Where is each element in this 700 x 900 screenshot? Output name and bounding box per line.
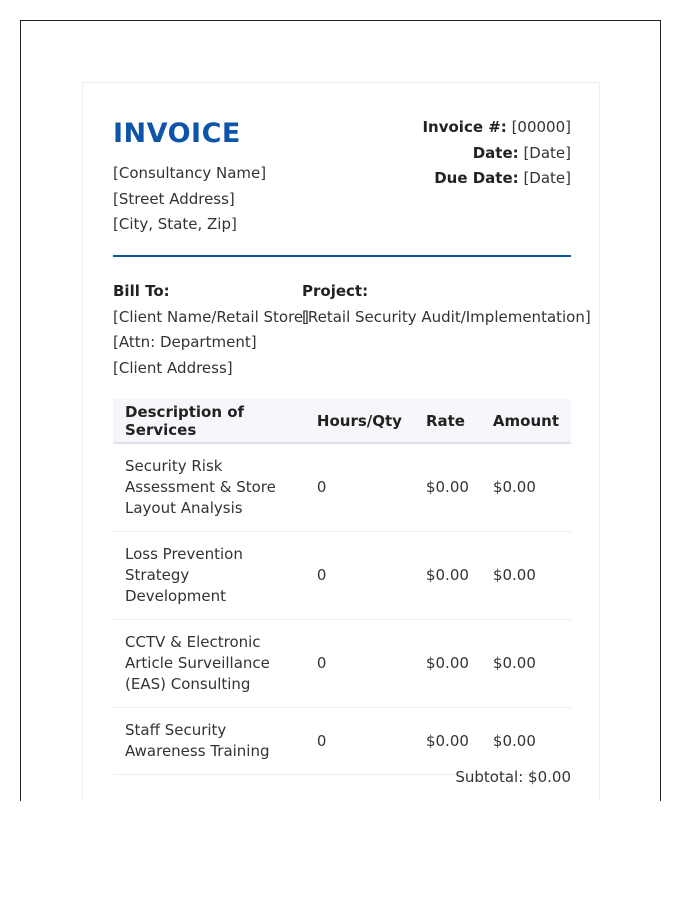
row-description: CCTV & Electronic Article Surveillance (EAS) Consulting bbox=[113, 620, 305, 708]
invoice-date-line bbox=[422, 141, 571, 167]
table-row bbox=[113, 620, 571, 708]
page-frame bbox=[20, 20, 661, 801]
row-amount: $0.00 bbox=[481, 620, 571, 708]
row-amount: $0.00 bbox=[481, 443, 571, 532]
header-description: Description of Services bbox=[113, 399, 305, 443]
invoice-due-date-value: [Date] bbox=[523, 169, 571, 187]
row-amount: $0.00 bbox=[481, 708, 571, 775]
services-table-header bbox=[113, 399, 571, 443]
table-row bbox=[113, 532, 571, 620]
bill-to-client: [Client Name/Retail Store] bbox=[113, 307, 310, 326]
project-label: Project: bbox=[302, 282, 369, 300]
bill-to-address: [Client Address] bbox=[113, 358, 233, 377]
invoice-number-label: Invoice #: bbox=[422, 118, 507, 136]
row-qty: 0 bbox=[305, 708, 414, 775]
project-value: [Retail Security Audit/Implementation] bbox=[302, 307, 591, 326]
services-table bbox=[113, 399, 571, 775]
project-block bbox=[302, 279, 591, 330]
bill-to-block bbox=[113, 279, 309, 381]
consultancy-city: [City, State, Zip] bbox=[113, 215, 237, 233]
row-rate: $0.00 bbox=[414, 532, 481, 620]
invoice-due-date-label: Due Date: bbox=[434, 169, 519, 187]
subtotal: Subtotal: $0.00 bbox=[455, 768, 571, 786]
invoice-document bbox=[82, 82, 600, 801]
row-qty: 0 bbox=[305, 620, 414, 708]
header-amount: Amount bbox=[481, 399, 571, 443]
row-description: Security Risk Assessment & Store Layout Analysis bbox=[113, 443, 305, 532]
row-rate: $0.00 bbox=[414, 620, 481, 708]
row-rate: $0.00 bbox=[414, 443, 481, 532]
row-amount: $0.00 bbox=[481, 532, 571, 620]
row-rate: $0.00 bbox=[414, 708, 481, 775]
consultancy-address-block bbox=[113, 161, 266, 238]
consultancy-street: [Street Address] bbox=[113, 189, 235, 208]
row-description: Staff Security Awareness Training bbox=[113, 708, 305, 775]
bill-to-label: Bill To: bbox=[113, 282, 170, 300]
row-qty: 0 bbox=[305, 532, 414, 620]
invoice-due-date-line bbox=[422, 166, 571, 192]
consultancy-name: [Consultancy Name] bbox=[113, 164, 267, 182]
header-hours-qty: Hours/Qty bbox=[305, 399, 414, 443]
row-qty: 0 bbox=[305, 443, 414, 532]
row-description: Loss Prevention Strategy Development bbox=[113, 532, 305, 620]
invoice-date-value: [Date] bbox=[523, 143, 571, 162]
header-divider bbox=[113, 255, 571, 257]
header-rate: Rate bbox=[414, 399, 481, 443]
invoice-number-value: [00000] bbox=[511, 118, 571, 136]
invoice-date-label: Date: bbox=[472, 143, 519, 162]
invoice-number-line bbox=[422, 115, 571, 141]
invoice-title: INVOICE bbox=[113, 118, 241, 149]
table-row bbox=[113, 708, 571, 775]
table-row bbox=[113, 443, 571, 532]
bill-to-attn: [Attn: Department] bbox=[113, 333, 257, 351]
invoice-meta bbox=[422, 115, 571, 192]
